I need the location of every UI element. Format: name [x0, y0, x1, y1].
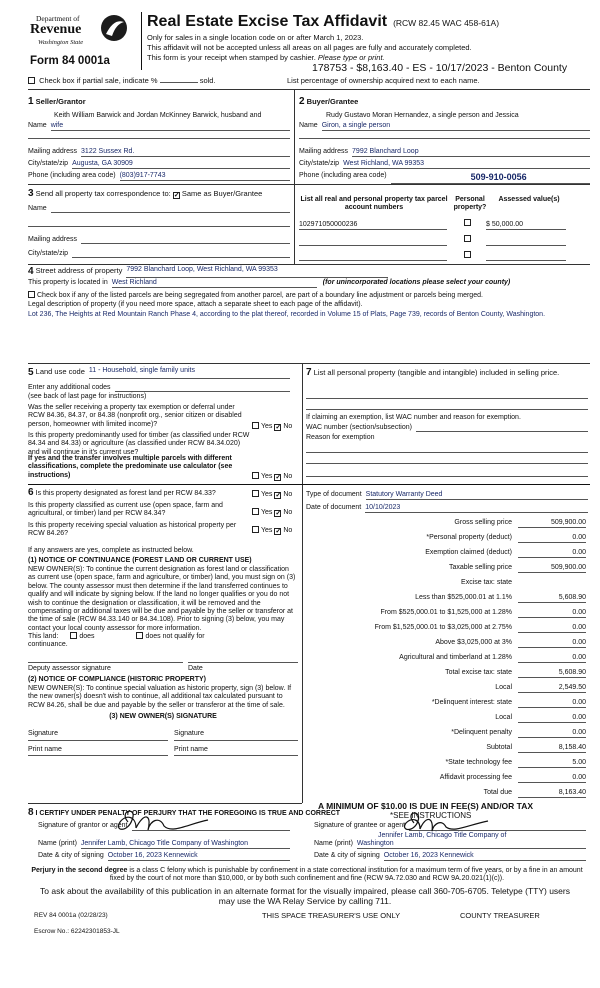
sec3-mail-field[interactable]: [81, 236, 290, 244]
signature-label-1: Signature: [28, 730, 58, 737]
tax-row-label: Local: [495, 714, 512, 721]
sec7-text: List all personal property (tangible and intangible) included in selling price.: [313, 368, 560, 377]
partial-sale-percent-field[interactable]: [160, 82, 198, 83]
tax-row-label: Taxable selling price: [448, 564, 512, 571]
wac-field[interactable]: [416, 424, 588, 432]
does-label: does: [79, 633, 95, 640]
timber-question: Is this property predominantly used for timber (as classified under RCW 84.34 and 84.33) or agriculture (as classified under RCW 84.34.020) and will continue in it's current use?: [28, 432, 250, 456]
parcel-number-field-3[interactable]: [299, 260, 447, 261]
doc-type-field[interactable]: Statutory Warranty Deed: [366, 491, 588, 500]
agency-line3: Washington State: [38, 39, 84, 46]
tax-row-value[interactable]: 0.00: [518, 639, 586, 648]
s6-q2-no-label: No: [283, 509, 293, 516]
land-use-section: 5 Land use code 11 - Household, single family units: [28, 367, 290, 379]
grantee-name-field[interactable]: Washington: [357, 840, 586, 849]
seller-phone-field[interactable]: (803)917-7743: [120, 172, 290, 181]
form-citation: (RCW 82.45 WAC 458-61A): [393, 18, 500, 28]
parcel-number-field[interactable]: 102971050000236: [299, 221, 447, 230]
parcel-col-header: List all real and personal property tax parcel account numbers: [300, 196, 448, 212]
tax-row-value[interactable]: 509,900.00: [518, 564, 586, 573]
seller-city-label: City/state/zip: [28, 160, 69, 167]
perjury-note: [24, 867, 590, 884]
notice-compliance-body: NEW OWNER(S): To continue special valuation as historic property, sign (3) below. If the new owner(s) doesn't wish to continue, all additional tax calculated pursuant to RCW 84.26, shall be due and payable by the seller or transferor at the time of sale.: [28, 685, 292, 709]
q1-yes-checkbox[interactable]: [252, 422, 259, 429]
sold-label: sold.: [199, 76, 216, 85]
deputy-date-field[interactable]: [188, 662, 298, 663]
s6-q3-yes-checkbox[interactable]: [252, 526, 259, 533]
tax-row-value[interactable]: 509,900.00: [518, 519, 586, 528]
rev-number: REV 84 0001a (02/28/23): [34, 912, 108, 919]
segregated-checkbox[interactable]: [28, 291, 35, 298]
seller-name-line1: Keith William Barwick and Jordan McKinney Barwick, husband and: [54, 112, 262, 119]
tax-row-value[interactable]: 0.00: [518, 699, 586, 708]
tax-row-label: *Delinquent penalty: [451, 729, 512, 736]
reason-field[interactable]: [306, 452, 588, 453]
seller-heading: Seller/Grantor: [35, 97, 86, 106]
buyer-name-field[interactable]: Giron, a single person: [322, 122, 590, 131]
revenue-logo-icon: [100, 14, 128, 42]
header-sub1: Only for sales in a single location code on or after March 1, 2023.: [147, 33, 364, 42]
grantee-name-label: Name (print): [314, 840, 353, 847]
personal-property-section: 7 List all personal property (tangible and intangible) included in selling price.: [306, 367, 560, 378]
list-percentage-note: List percentage of ownership acquired next to each name.: [287, 76, 480, 85]
sec3-name-label: Name: [28, 205, 47, 212]
tax-row-value[interactable]: 0.00: [518, 609, 586, 618]
sec3-city-field[interactable]: [72, 250, 290, 258]
see-instructions-note: *SEE INSTRUCTIONS: [390, 811, 472, 820]
tax-row-label: Total excise tax: state: [445, 669, 512, 676]
grantor-signature-label: Signature of grantor or agent: [38, 822, 128, 829]
notice-continuance-title: (1) NOTICE OF CONTINUANCE (FOREST LAND OR CURRENT USE): [28, 557, 252, 564]
header-sub3b: Please type or print.: [317, 53, 385, 62]
escrow-number: Escrow No.: 62242301853-JL: [34, 928, 120, 935]
agency-line1: Department of: [36, 14, 80, 23]
land-use-field[interactable]: 11 - Household, single family units: [89, 367, 290, 379]
personal-property-checkbox-1[interactable]: [464, 219, 471, 226]
q2-yes-checkbox[interactable]: [252, 472, 259, 479]
tax-row-value[interactable]: 0.00: [518, 624, 586, 633]
personal-property-checkbox-3[interactable]: [464, 251, 471, 258]
tax-row-value[interactable]: 0.00: [518, 534, 586, 543]
s6-q3-yes-label: Yes: [261, 527, 273, 534]
same-as-buyer-checkbox[interactable]: ✓: [173, 192, 180, 199]
grantor-name-field[interactable]: Jennifer Lamb, Chicago Title Company of Washington: [81, 840, 290, 849]
q2-yes-label: Yes: [261, 473, 273, 480]
street-label: Street address of property: [35, 266, 123, 275]
header-sub2: This affidavit will not be accepted unless all areas on all pages are fully and accurately completed.: [147, 43, 472, 52]
grantor-name-label: Name (print): [38, 840, 77, 847]
sec3-city-label: City/state/zip: [28, 250, 69, 257]
land-use-label: Land use code: [35, 367, 85, 376]
deputy-signature-label: Deputy assessor signature: [28, 665, 111, 672]
sec3-name-field[interactable]: [51, 205, 290, 213]
deputy-signature-field[interactable]: [28, 662, 183, 663]
segregated-label: Check box if any of the listed parcels are being segregated from another parcel, are part of a boundary line adjustment or parcels being merged.: [37, 292, 483, 299]
grantee-signature-label: Signature of grantee or agent: [314, 822, 406, 829]
grantor-date-field[interactable]: October 16, 2023 Kennewick: [108, 852, 290, 861]
tax-row-label: *State technology fee: [445, 759, 512, 766]
unincorporated-note: (for unincorporated locations please select your county): [322, 279, 511, 286]
tax-row-label: Agricultural and timberland at 1.28%: [399, 654, 512, 661]
assessed-value-field-2[interactable]: [486, 245, 566, 246]
s6-q1-yes-label: Yes: [261, 491, 273, 498]
tax-row-value[interactable]: 0.00: [518, 714, 586, 723]
property-section: 4 Street address of property 7992 Blanchard Loop, West Richland, WA 99353: [28, 266, 388, 278]
buyer-phone-field[interactable]: 509-910-0056: [391, 172, 590, 184]
located-field[interactable]: West Richland: [112, 279, 317, 288]
sec3-mail-label: Mailing address: [28, 236, 78, 243]
owner-print-field-1[interactable]: [28, 755, 168, 756]
s6-q2-yes-checkbox[interactable]: [252, 508, 259, 515]
buyer-section: 2 Buyer/Grantee: [299, 96, 359, 107]
exemption-question: Was the seller receiving a property tax exemption or deferral under RCW 84.36, 84.37, or 84.38 (nonprofit org., senior citizen or disabled person, homeowner with limited income)?: [28, 404, 242, 428]
tax-row-label: Less than $525,000.01 at 1.1%: [415, 594, 512, 601]
s6-q1-yes-checkbox[interactable]: [252, 490, 259, 497]
treasurer-use-note: THIS SPACE TREASURER'S USE ONLY: [262, 911, 401, 920]
buyer-name-line1: Rudy Gustavo Moran Hernandez, a single person and Jessica: [326, 112, 519, 119]
s6-q2-no-checkbox[interactable]: ✓: [275, 510, 282, 517]
form-title: Real Estate Excise Tax Affidavit: [147, 13, 388, 30]
doc-date-label: Date of document: [306, 504, 362, 511]
header-sub3: This form is your receipt when stamped by cashier.: [147, 53, 316, 62]
s6-q2-yes-label: Yes: [261, 509, 273, 516]
tax-row-value[interactable]: 0.00: [518, 549, 586, 558]
perjury-text: is a class C felony which is punishable by confinement in a state correctional institution for a maximum term of five years, or by a fine in an amount fixed by the court of not more than $10,000, or by both such confinement and fine (RCW 9A.72.030 and RCW 9A.20.021(1)(c)).: [109, 867, 583, 883]
q1-no-label: No: [283, 423, 293, 430]
form-number: Form 84 0001a: [30, 55, 110, 67]
tax-row-label: Affidavit processing fee: [439, 774, 512, 781]
street-field[interactable]: 7992 Blanchard Loop, West Richland, WA 99353: [126, 266, 388, 278]
s6-q1-no-label: No: [283, 491, 293, 498]
tax-row-label: Excise tax: state: [461, 579, 512, 586]
grantee-name-line1: Jennifer Lamb, Chicago Title Company of: [378, 832, 507, 839]
doc-date-field[interactable]: 10/10/2023: [365, 504, 588, 513]
buyer-heading: Buyer/Grantee: [306, 97, 359, 106]
tax-row-value[interactable]: 0.00: [518, 729, 586, 738]
s6-q1-no-checkbox[interactable]: ✓: [275, 492, 282, 499]
legal-description-label: Legal description of property (if you need more space, attach a separate sheet to each page of the affidavit).: [28, 301, 363, 308]
q1-yes-label: Yes: [261, 423, 273, 430]
agency-line2: Revenue: [30, 22, 82, 37]
seller-phone-label: Phone (including area code): [28, 172, 116, 179]
perjury-bold: Perjury in the second degree: [31, 867, 128, 874]
new-owner-signature-title: (3) NEW OWNER(S) SIGNATURE: [109, 713, 217, 720]
print-name-label-2: Print name: [174, 746, 208, 753]
current-use-question: Is this property classified as current use (open space, farm and agricultural, or timber) land per RCW 84.34?: [28, 502, 223, 518]
tax-row-label: *Personal property (deduct): [426, 534, 512, 541]
assessed-value-field-3[interactable]: [486, 260, 566, 261]
s6-q3-no-label: No: [283, 527, 293, 534]
deputy-date-label: Date: [188, 665, 203, 672]
tax-row-value[interactable]: 5,608.90: [518, 669, 586, 678]
grantee-date-field[interactable]: October 16, 2023 Kennewick: [384, 852, 586, 861]
if-any-yes-note: If any answers are yes, complete as instructed below.: [28, 547, 194, 554]
exemption-claim-label: If claiming an exemption, list WAC number and reason for exemption.: [306, 414, 521, 421]
print-name-label-1: Print name: [28, 746, 62, 753]
buyer-city-label: City/state/zip: [299, 160, 340, 167]
tax-row-label: From $1,525,000.01 to $3,025,000 at 2.75%: [374, 624, 512, 631]
partial-sale-checkbox[interactable]: [28, 77, 35, 84]
owner-print-field-2[interactable]: [174, 755, 298, 756]
header-divider: [141, 12, 142, 70]
grantor-signature-icon: [108, 806, 218, 838]
forest-question: Is this property designated as forest land per RCW 84.33?: [35, 490, 216, 497]
seller-name-label: Name: [28, 122, 47, 129]
buyer-mail-label: Mailing address: [299, 148, 349, 155]
owner-signature-field-2[interactable]: [174, 740, 298, 741]
tax-row-label: Above $3,025,000 at 3%: [435, 639, 512, 646]
grantor-date-label: Date & city of signing: [38, 852, 104, 859]
doc-type-label: Type of document: [306, 491, 362, 498]
certify-section: 8 I CERTIFY UNDER PENALTY OF PERJURY THAT THE FOREGOING IS TRUE AND CORRECT: [28, 807, 341, 818]
personal-col-header: Personal property?: [453, 196, 487, 212]
does-not-checkbox[interactable]: [136, 632, 143, 639]
continuance-label: continuance.: [28, 641, 68, 648]
tax-row-label: From $525,000.01 to $1,525,000 at 1.28%: [380, 609, 512, 616]
seller-mail-field[interactable]: 3122 Sussex Rd.: [81, 148, 290, 157]
reason-label: Reason for exemption: [306, 434, 375, 441]
grantee-date-label: Date & city of signing: [314, 852, 380, 859]
located-label: This property is located in: [28, 279, 108, 286]
buyer-city-field[interactable]: West Richland, WA 99353: [343, 160, 590, 169]
minimum-due-note: A MINIMUM OF $10.00 IS DUE IN FEE(S) AND/OR TAX: [318, 801, 534, 811]
notice-continuance-body: NEW OWNER(S): To continue the current designation as forest land or classification as current use (open space, farm and agriculture, or timber) land, you must sign on (3) below. The county assessor must then determine if the land transferred continues to qualify and will indicate by signing below. If the land no longer qualifies or you do not wish to continue the designation or classification, it will be removed and the compensating or additional taxes will be due and payable by the seller or transferor at the time of sale (RCW 84.33.140 or 84.34.108). Prior to signing (3) below, you may contact your local county assessor for more information.: [28, 566, 296, 632]
seller-city-field[interactable]: Augusta, GA 30909: [72, 160, 290, 169]
buyer-name-label: Name: [299, 122, 318, 129]
see-back-note: (see back of last page for instructions): [28, 393, 147, 400]
does-checkbox[interactable]: [70, 632, 77, 639]
tax-row-label: *Delinquent interest: state: [431, 699, 512, 706]
partial-sale-label: Check box if partial sale, indicate %: [39, 76, 158, 85]
assessed-col-header: Assessed value(s): [498, 196, 560, 203]
same-as-buyer-label: Same as Buyer/Grantee: [181, 189, 263, 198]
tax-row-value[interactable]: 5,608.90: [518, 594, 586, 603]
signature-label-2: Signature: [174, 730, 204, 737]
parcel-number-field-2[interactable]: [299, 245, 447, 246]
tax-row-value[interactable]: 8,158.40: [518, 744, 586, 753]
additional-codes-field[interactable]: [115, 384, 291, 392]
recording-stamp: 178753 - $8,163.40 - ES - 10/17/2023 - Benton County: [312, 62, 568, 74]
notice-compliance-title: (2) NOTICE OF COMPLIANCE (HISTORIC PROPERTY): [28, 676, 206, 683]
tax-row-value[interactable]: 8,163.40: [518, 789, 586, 798]
owner-signature-field-1[interactable]: [28, 740, 168, 741]
wac-label: WAC number (section/subsection): [306, 424, 412, 431]
seller-name-field[interactable]: wife: [51, 122, 290, 131]
tax-row-value[interactable]: 0.00: [518, 774, 586, 783]
tax-row-label: Total due: [483, 789, 512, 796]
alternate-format-note: To ask about the availability of this publication in an alternate format for the visually impaired, please call 360-705-6705. Teletype (TTY) users may use the WA Relay Service by calling 711.: [40, 886, 570, 907]
q2-no-checkbox[interactable]: ✓: [275, 474, 282, 481]
tax-row-value[interactable]: 0.00: [518, 654, 586, 663]
s6-q3-no-checkbox[interactable]: ✓: [275, 528, 282, 535]
additional-codes-label: Enter any additional codes: [28, 384, 111, 391]
personal-property-checkbox-2[interactable]: [464, 235, 471, 242]
tax-row-label: Gross selling price: [454, 519, 512, 526]
timber-question-b: If yes and the transfer involves multiple parcels with different classifications, complete the predominate use calculator (see instructions): [28, 455, 233, 479]
legal-description-field[interactable]: Lot 236, The Heights at Red Mountain Ranch Phase 4, according to the plat thereof, recorded in Volume 15 of Plats, Page 739, records of Benton County, Washington.: [28, 311, 546, 318]
certify-text: I CERTIFY UNDER PENALTY OF PERJURY THAT THE FOREGOING IS TRUE AND CORRECT: [35, 810, 341, 817]
county-treasurer-label: COUNTY TREASURER: [460, 911, 540, 920]
assessed-value-field-1[interactable]: $ 50,000.00: [486, 221, 566, 230]
seller-section: 1 Seller/Grantor: [28, 96, 86, 107]
forest-land-section: 6 Is this property designated as forest land per RCW 84.33?: [28, 487, 216, 498]
q1-no-checkbox[interactable]: ✓: [275, 424, 282, 431]
tax-correspondence-section: 3 Send all property tax correspondence to: ✓ Same as Buyer/Grantee: [28, 188, 263, 199]
tax-row-label: Local: [495, 684, 512, 691]
buyer-mail-field[interactable]: 7992 Blanchard Loop: [352, 148, 590, 157]
sec3-text: Send all property tax correspondence to:: [35, 189, 171, 198]
seller-mail-label: Mailing address: [28, 148, 78, 155]
this-land-label: This land:: [28, 633, 59, 640]
tax-row-label: Exemption claimed (deduct): [425, 549, 512, 556]
tax-row-value[interactable]: 2,549.50: [518, 684, 586, 693]
tax-row-value[interactable]: 5.00: [518, 759, 586, 768]
tax-row-label: Subtotal: [486, 744, 512, 751]
q2-no-label: No: [283, 473, 293, 480]
historic-question: Is this property receiving special valuation as historical property per RCW 84.26?: [28, 522, 237, 538]
does-not-label: does not qualify for: [145, 633, 205, 640]
buyer-phone-label: Phone (including area code): [299, 172, 387, 179]
agency-logo: [28, 14, 133, 54]
